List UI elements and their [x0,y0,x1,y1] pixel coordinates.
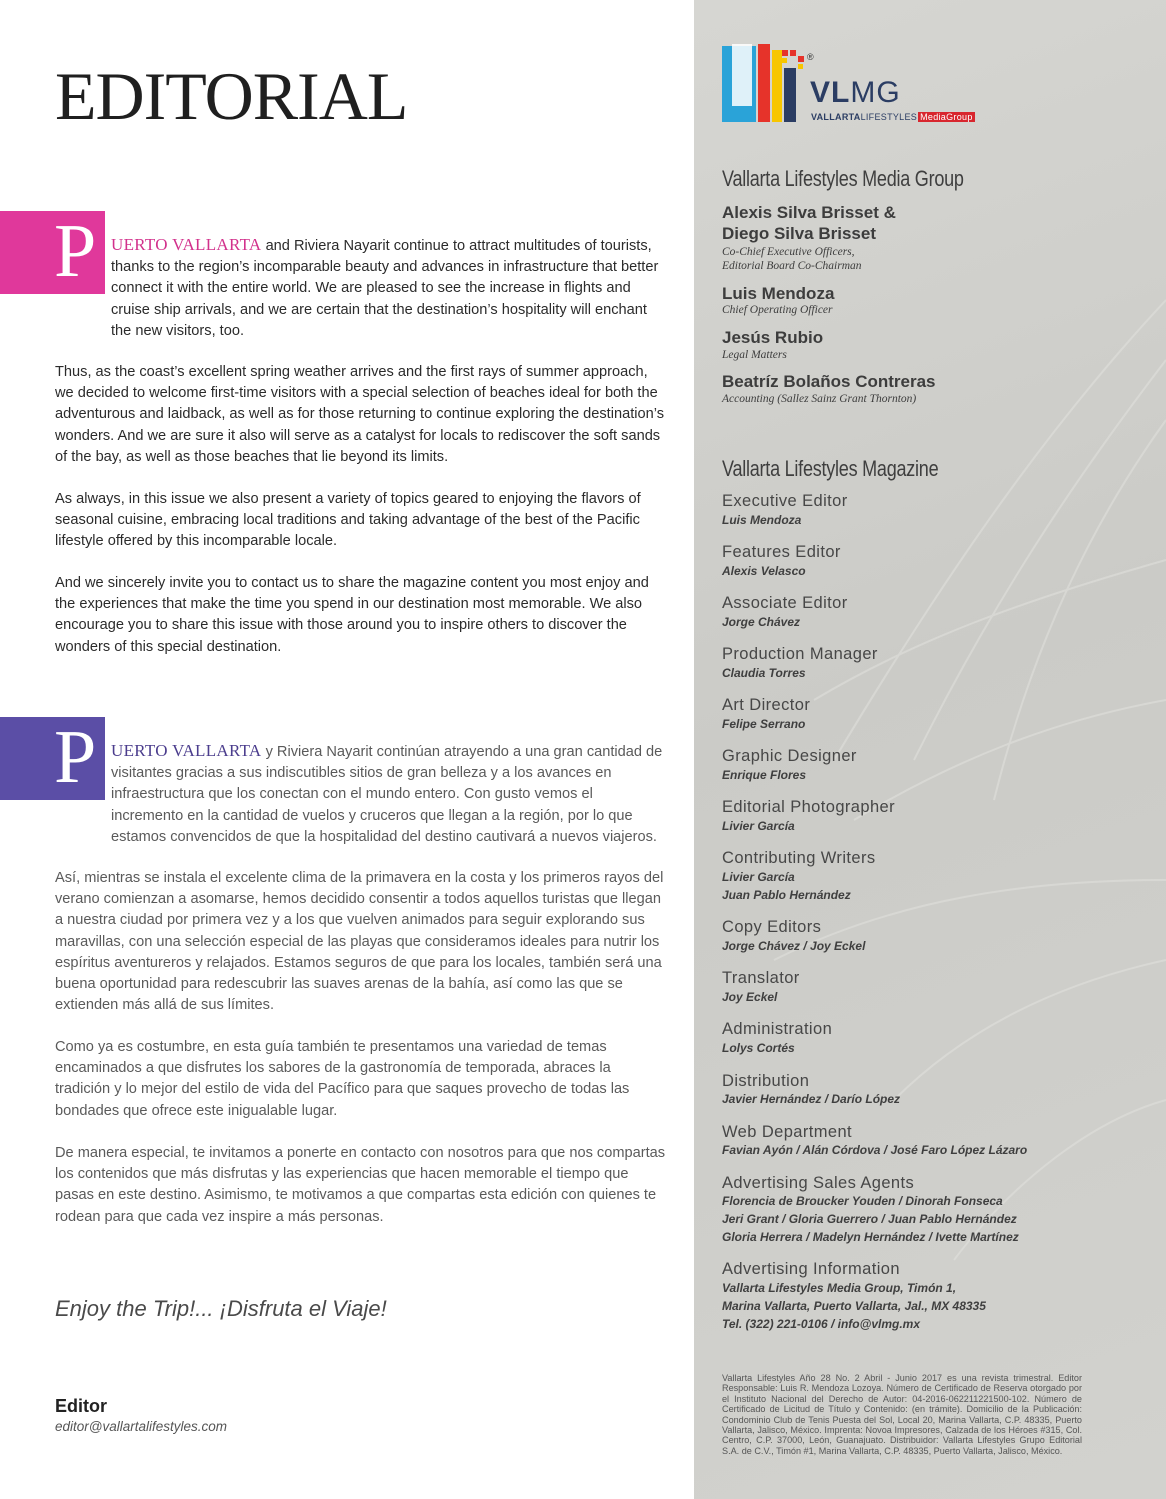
logo-sub-strong: VALLARTA [811,112,861,122]
role-title: Distribution [722,1072,810,1090]
logo-vl: VL [810,76,851,109]
media-group-heading: Vallarta Lifestyles Media Group [722,166,964,191]
role-title: Associate Editor [722,594,848,612]
english-paragraph-2: Thus, as the coast’s excellent spring weather arrives and the first rays of summer approach, we decided to welcome first-time visitors with a special selection of beaches ideal for both the adventurous and laidback, as well as for those returning to continue exploring the destination’s wonders. And we are sure it also will serve as a catalyst for locals to rediscover the soft sands of the bay, as well as those beaches that lie beyond its limits. [55,364,664,465]
role-name: Enrique Flores [722,768,807,782]
role-title: Features Editor [722,543,841,561]
spanish-paragraph-3: Como ya es costumbre, en esta guía también te presentamos una variedad de temas encaminados a que disfrutes los sabores de la gastronomía de temporada, abraces la tradición y lo mejor del estilo de vida del Pacífico para que saques provecho de todas las bondades que ofrece este inigualable lugar. [55,1039,630,1119]
editor-label: Editor [55,1396,107,1416]
person-name: Diego Silva Brisset [722,224,877,243]
role-name: Joy Eckel [722,990,778,1004]
english-lead-wrap [55,234,667,342]
role-name: Luis Mendoza [722,513,802,527]
role-name: Juan Pablo Hernández [722,888,851,902]
logo-wordmark [810,78,901,108]
person-name: Luis Mendoza [722,284,835,303]
person-role: Accounting (Sallez Sainz Grant Thornton) [722,393,917,405]
registered-mark: ® [807,52,814,62]
editor-email[interactable]: editor@vallartalifestyles.com [55,1419,228,1434]
role-title: Advertising Information [722,1260,900,1278]
dropcap-letter: P [54,209,97,293]
dropcap-letter: P [54,715,97,799]
role-title: Copy Editors [722,918,822,936]
tagline: Enjoy the Trip!... ¡Disfruta el Viaje! [55,1296,387,1321]
role-name: Tel. (322) 221-0106 / info@vlmg.mx [722,1317,920,1331]
logo-subtitle [811,111,975,123]
spanish-paragraph-4: De manera especial, te invitamos a ponerte en contacto con nosotros para que nos compartas los contenidos que más disfrutas y las experiencias que hacen memorable el tiempo que pasas en este destino. Asimismo, te motivamos a que compartas esta edición con quienes te rodean para que cada vez inspire a más personas. [55,1145,666,1225]
magazine-heading: Vallarta Lifestyles Magazine [722,456,939,481]
role-name: Livier García [722,870,795,884]
english-paragraph-1-text: and Riviera Nayarit continue to attract multitudes of tourists, thanks to the region’s incomparable beauty and advances in infrastructure that better connect it with the entire world. We are pleased to see the increase in flights and cruise ship arrivals, and we are certain that the destination’s hospitality will enchant the new visitors, too. [111,238,659,339]
person-name: Alexis Silva Brisset & [722,203,896,222]
role-name: Alexis Velasco [722,564,806,578]
role-title: Art Director [722,696,811,714]
role-name: Jeri Grant / Gloria Guerrero / Juan Pablo Hernández [722,1212,1017,1226]
person-name: Jesús Rubio [722,328,824,347]
logo-sub-light: LIFESTYLES [860,112,918,122]
role-title: Executive Editor [722,492,848,510]
page-title: EDITORIAL [55,58,408,134]
spanish-paragraph-1-text: y Riviera Nayarit continúan atrayendo a una gran cantidad de visitantes gracias a sus indiscutibles sitios de gran belleza y a los avances en infraestructura que los conectan con el mundo entero. Con gusto vemos el incremento en la cantidad de vuelos y cruceros que llegan a la región, por lo que estamos convencidos de que la hospitalidad del destino cautivará a nuevos viajeros. [111,744,663,845]
role-name: Vallarta Lifestyles Media Group, Timón 1, [722,1281,957,1295]
role-title: Web Department [722,1123,853,1141]
person-role: Editorial Board Co-Chairman [722,260,862,272]
logo-mg: MG [850,76,901,109]
person-name: Beatríz Bolaños Contreras [722,372,936,391]
role-name: Marina Vallarta, Puerto Vallarta, Jal., MX 48335 [722,1299,986,1313]
role-name: Claudia Torres [722,666,806,680]
role-title: Translator [722,969,800,987]
spanish-paragraph-2: Así, mientras se instala el excelente clima de la primavera en la costa y los primeros rayos del verano comienzan a asomarse, hemos decidido consentir a todos aquellos turistas que llegan a nuestra ciudad por primera vez y a los que vuelven animados para seguir explorando sus maravillas, con una selección especial de las playas que consideramos ideales para nutrir los espíritus aventureros y relajados. Estamos seguros de que para los locales, también será una buena oportunidad para redescubrir las suaves arenas de la bahía, así como las que se extienden más allá de sus límites. [55,870,664,1014]
role-title: Production Manager [722,645,878,663]
spanish-paragraph-1 [55,740,667,848]
role-title: Advertising Sales Agents [722,1174,915,1192]
role-name: Favian Ayón / Alán Córdova / José Faro López Lázaro [722,1143,1028,1157]
spanish-lead-wrap [55,740,667,848]
role-title: Editorial Photographer [722,798,895,816]
role-title: Contributing Writers [722,849,876,867]
person-role: Legal Matters [722,349,787,361]
legal-notice: Vallarta Lifestyles Año 28 No. 2 Abril - Junio 2017 es una revista trimestral. Editor Responsable: Luis R. Mendoza Lozoya. Número de Certificado de Reserva otorgado por el Instituto Nacional del Derecho de Autor: 04-2016-062211221500-102. Número de Certificado de Licitud de Título y Contenido: (en trámite). Domicilio de la Publicación: Condominio Club de Tenis Puesta del Sol, Local 20, Marina Vallarta, C.P. 48335, Puerto Vallarta, Jalisco, México. Imprenta: Novoa Impresores, Calzada de los Héroes #315, Col. Centro, C.P. 37000, León, Guanajuato. Distribuidor: Vallarta Lifestyles Grupo Editorial S.A. de C.V., Timón #1, Marina Vallarta, C.P. 48335, Puerto Vallarta, Jalisco, México. [722,1373,1082,1456]
logo-sub-box: MediaGroup [920,112,973,122]
role-name: Javier Hernández / Darío López [722,1092,901,1106]
english-lead: UERTO VALLARTA [111,235,262,254]
role-name: Jorge Chávez / Joy Eckel [722,939,866,953]
role-name: Felipe Serrano [722,717,806,731]
role-title: Graphic Designer [722,747,857,765]
english-paragraph-3: As always, in this issue we also present a variety of topics geared to enjoying the flavors of seasonal cuisine, embracing local traditions and taking advantage of the best of the Pacific lifestyle offered by this incomparable locale. [55,491,641,550]
person-role: Co-Chief Executive Officers, [722,246,855,258]
person-role: Chief Operating Officer [722,304,833,316]
english-paragraph-1 [55,234,667,342]
role-name: Livier García [722,819,795,833]
role-title: Administration [722,1020,833,1038]
role-name: Jorge Chávez [722,615,801,629]
english-paragraph-4: And we sincerely invite you to contact us to share the magazine content you most enjoy and the experiences that make the time you spend in our destination most memorable. We also encourage you to share this issue with those around you to inspire others to discover the wonders of this special destination. [55,575,649,655]
role-name: Lolys Cortés [722,1041,795,1055]
role-name: Florencia de Broucker Youden / Dinorah Fonseca [722,1194,1003,1208]
role-name: Gloria Herrera / Madelyn Hernández / Ivette Martínez [722,1230,1019,1244]
spanish-lead: UERTO VALLARTA [111,741,262,760]
